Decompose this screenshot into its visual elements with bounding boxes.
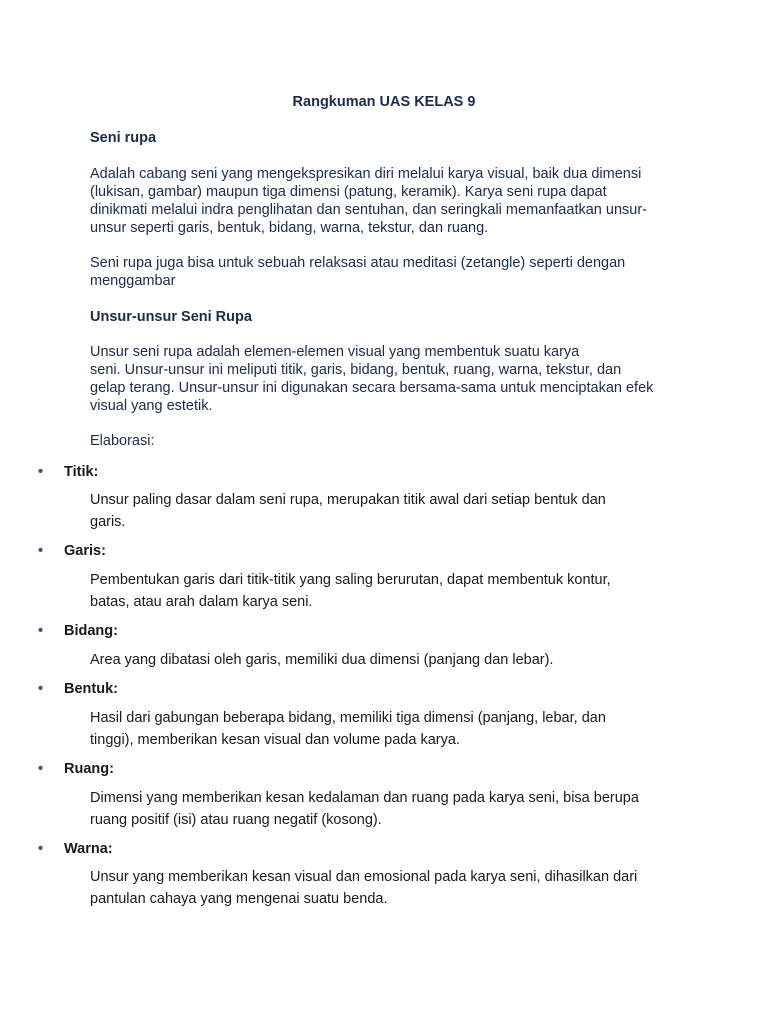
paragraph-seni-rupa-relaksasi: [90, 254, 690, 290]
list-item-bidang: [38, 622, 118, 640]
paragraph-line: visual yang estetik.: [90, 398, 213, 414]
description-line: Pembentukan garis dari titik-titik yang saling berurutan, dapat membentuk kontur,: [90, 572, 611, 588]
document-title: Rangkuman UAS KELAS 9: [292, 94, 476, 110]
list-item-ruang: [38, 760, 114, 778]
elaborasi-label: [90, 432, 690, 450]
paragraph-line: Elaborasi:: [90, 433, 155, 449]
description-line: Area yang dibatasi oleh garis, memiliki dua dimensi (panjang dan lebar).: [90, 652, 554, 668]
list-item-term: Warna:: [64, 841, 113, 857]
description-line: garis.: [90, 514, 126, 530]
paragraph-unsur-definition: [90, 343, 690, 415]
description-line: ruang positif (isi) atau ruang negatif (kosong).: [90, 812, 382, 828]
bullet-icon: •: [38, 543, 44, 559]
paragraph-line: gelap terang. Unsur-unsur ini digunakan secara bersama-sama untuk menciptakan efek: [90, 380, 654, 396]
bullet-icon: •: [38, 841, 44, 857]
description-line: pantulan cahaya yang mengenai suatu benda.: [90, 891, 388, 907]
section-heading-seni-rupa: Seni rupa: [90, 130, 157, 146]
description-line: Hasil dari gabungan beberapa bidang, memiliki tiga dimensi (panjang, lebar, dan: [90, 710, 606, 726]
list-item-warna: [38, 840, 113, 858]
paragraph-seni-rupa-definition: [90, 165, 690, 237]
paragraph-line: Adalah cabang seni yang mengekspresikan diri melalui karya visual, baik dua dimensi: [90, 166, 642, 182]
list-item-titik: [38, 463, 98, 481]
paragraph-line: Seni rupa juga bisa untuk sebuah relaksasi atau meditasi (zetangle) seperti dengan: [90, 255, 626, 271]
paragraph-line: unsur seperti garis, bentuk, bidang, warna, tekstur, dan ruang.: [90, 220, 489, 236]
paragraph-line: Unsur seni rupa adalah elemen-elemen visual yang membentuk suatu karya: [90, 344, 580, 360]
description-line: Unsur yang memberikan kesan visual dan emosional pada karya seni, dihasilkan dari: [90, 869, 638, 885]
list-item-description: [90, 489, 690, 533]
list-item-term: Bentuk:: [64, 681, 118, 697]
list-item-description: [90, 866, 690, 910]
bullet-icon: •: [38, 761, 44, 777]
bullet-icon: •: [38, 464, 44, 480]
list-item-term: Bidang:: [64, 623, 118, 639]
section-heading-unsur-unsur: Unsur-unsur Seni Rupa: [90, 309, 252, 325]
bullet-icon: •: [38, 681, 44, 697]
paragraph-line: seni. Unsur-unsur ini meliputi titik, garis, bidang, bentuk, ruang, warna, tekstur, dan: [90, 362, 622, 378]
list-item-description: [90, 707, 690, 751]
bullet-icon: •: [38, 623, 44, 639]
description-line: Dimensi yang memberikan kesan kedalaman dan ruang pada karya seni, bisa berupa: [90, 790, 639, 806]
list-item-term: Titik:: [64, 464, 99, 480]
list-item-term: Ruang:: [64, 761, 114, 777]
list-item-garis: [38, 542, 106, 560]
paragraph-line: dinikmati melalui indra penglihatan dan sentuhan, dan seringkali memanfaatkan unsur-: [90, 202, 647, 218]
list-item-description: [90, 787, 690, 831]
list-item-description: [90, 649, 690, 671]
description-line: Unsur paling dasar dalam seni rupa, merupakan titik awal dari setiap bentuk dan: [90, 492, 606, 508]
description-line: tinggi), memberikan kesan visual dan volume pada karya.: [90, 732, 460, 748]
list-item-description: [90, 569, 690, 613]
list-item-bentuk: [38, 680, 118, 698]
list-item-term: Garis:: [64, 543, 106, 559]
paragraph-line: menggambar: [90, 273, 176, 289]
paragraph-line: (lukisan, gambar) maupun tiga dimensi (patung, keramik). Karya seni rupa dapat: [90, 184, 607, 200]
description-line: batas, atau arah dalam karya seni.: [90, 594, 313, 610]
